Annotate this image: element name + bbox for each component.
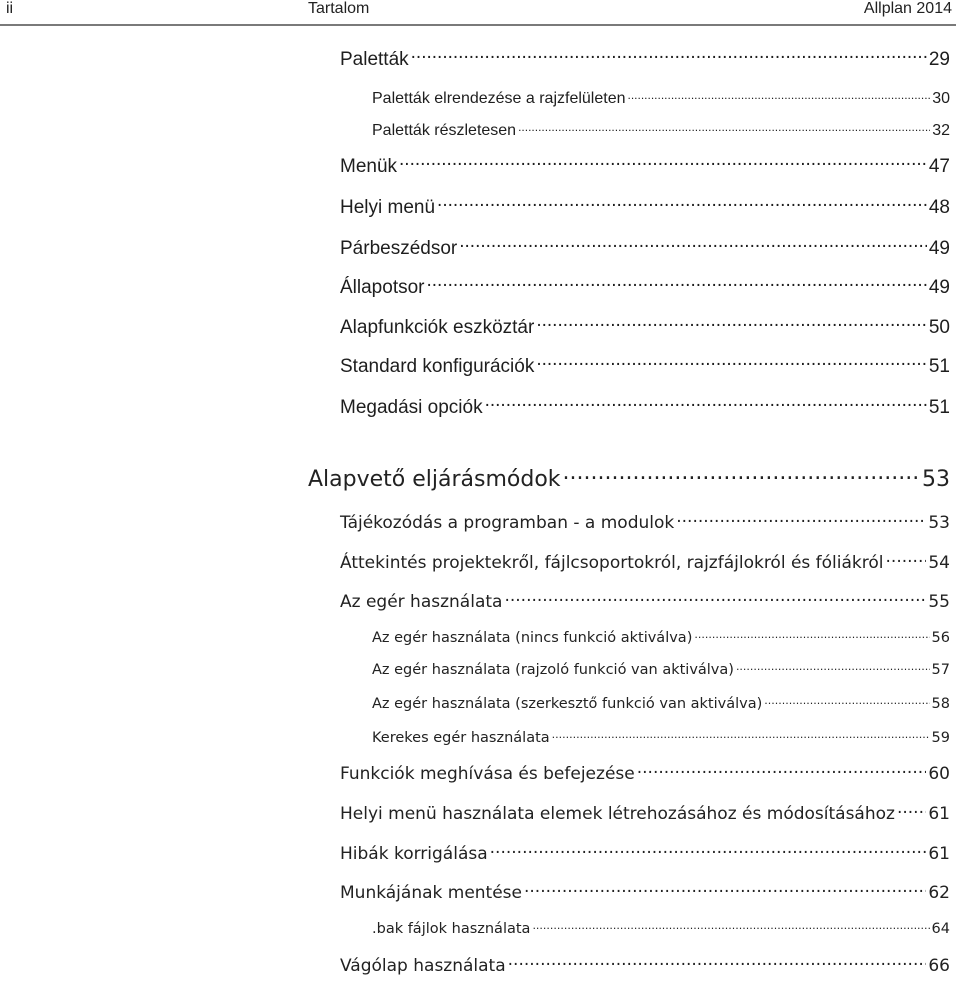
toc-entry[interactable] bbox=[340, 194, 950, 219]
toc-entry[interactable] bbox=[340, 511, 950, 533]
leader-dots bbox=[552, 727, 930, 742]
toc-entry-page: 32 bbox=[932, 122, 950, 139]
toc-entry-title: Helyi menü bbox=[340, 197, 436, 218]
toc-entry[interactable] bbox=[340, 762, 950, 784]
toc-entry-title: Állapotsor bbox=[340, 277, 425, 298]
toc-entry-page: 56 bbox=[931, 629, 950, 646]
leader-dots bbox=[563, 464, 920, 486]
toc-entry-title: Alapfunkciók eszköztár bbox=[340, 317, 535, 338]
toc-entry-title: .bak fájlok használata bbox=[372, 920, 531, 937]
toc-entry[interactable] bbox=[340, 235, 950, 260]
toc-entry-title: Menük bbox=[340, 156, 398, 177]
leader-dots bbox=[736, 659, 930, 674]
toc-entry[interactable] bbox=[340, 881, 950, 903]
toc-entry-page: 60 bbox=[928, 764, 950, 784]
toc-entry-title: Hibák korrigálása bbox=[340, 844, 488, 864]
toc-entry-page: 59 bbox=[931, 729, 950, 746]
leader-dots bbox=[536, 353, 927, 372]
toc-entry[interactable] bbox=[340, 274, 950, 299]
product-name: Allplan 2014 bbox=[863, 0, 952, 17]
leader-dots bbox=[628, 87, 931, 103]
toc-entry[interactable] bbox=[340, 46, 950, 71]
toc-entry-page: 53 bbox=[922, 467, 950, 492]
leader-dots bbox=[694, 627, 929, 642]
toc-entry-title: Munkájának mentése bbox=[340, 883, 522, 903]
leader-dots bbox=[536, 314, 927, 333]
leader-dots bbox=[437, 194, 927, 213]
toc-entry[interactable] bbox=[372, 727, 950, 746]
toc-chapter-entry[interactable] bbox=[308, 464, 950, 492]
leader-dots bbox=[459, 235, 927, 254]
page-number: ii bbox=[6, 0, 14, 17]
leader-dots bbox=[427, 274, 927, 293]
leader-dots bbox=[637, 762, 927, 779]
toc-entry-title: Az egér használata (nincs funkció aktiválva) bbox=[372, 629, 693, 646]
toc-entry-page: 51 bbox=[928, 356, 950, 377]
toc-entry-page: 54 bbox=[928, 553, 950, 573]
toc-entry[interactable] bbox=[340, 314, 950, 339]
chapter-title: Tartalom bbox=[308, 0, 370, 17]
toc-entry-title: Paletták részletesen bbox=[372, 122, 517, 139]
leader-dots bbox=[399, 153, 927, 172]
toc-entry[interactable] bbox=[372, 659, 950, 678]
toc-entry-title: Alapvető eljárásmódok bbox=[308, 467, 561, 492]
toc-entry-title: Paletták elrendezése a rajzfelületen bbox=[372, 90, 626, 107]
toc-entry-page: 29 bbox=[928, 49, 950, 70]
leader-dots bbox=[504, 590, 926, 607]
toc-entry-page: 48 bbox=[928, 197, 950, 218]
toc-entry-page: 66 bbox=[928, 956, 950, 976]
toc-entry-page: 55 bbox=[928, 592, 950, 612]
toc-entry-title: Helyi menü használata elemek létrehozásához és módosításához bbox=[340, 804, 895, 824]
leader-dots bbox=[518, 119, 930, 135]
toc-entry[interactable] bbox=[340, 353, 950, 378]
toc-entry-title: Az egér használata bbox=[340, 592, 503, 612]
toc-entry-title: Vágólap használata bbox=[340, 956, 506, 976]
toc-entry-page: 61 bbox=[928, 804, 950, 824]
toc-entry[interactable] bbox=[340, 551, 950, 573]
leader-dots bbox=[897, 802, 926, 819]
leader-dots bbox=[532, 918, 929, 933]
toc-entry-title: Funkciók meghívása és befejezése bbox=[340, 764, 635, 784]
toc-entry-title: Az egér használata (rajzoló funkció van aktiválva) bbox=[372, 661, 734, 678]
toc-entry[interactable] bbox=[372, 119, 950, 140]
toc-entry[interactable] bbox=[340, 394, 950, 419]
toc-entry-page: 49 bbox=[928, 238, 950, 259]
toc-entry-page: 53 bbox=[928, 513, 950, 533]
leader-dots bbox=[524, 881, 926, 898]
toc-entry-page: 57 bbox=[931, 661, 950, 678]
leader-dots bbox=[411, 46, 927, 65]
toc-entry[interactable] bbox=[372, 627, 950, 646]
toc-entry-page: 50 bbox=[928, 317, 950, 338]
toc-entry[interactable] bbox=[372, 693, 950, 712]
toc-entry-title: Párbeszédsor bbox=[340, 238, 458, 259]
toc-entry-title: Az egér használata (szerkesztő funkció van aktiválva) bbox=[372, 695, 763, 712]
leader-dots bbox=[764, 693, 929, 708]
toc-entry-title: Megadási opciók bbox=[340, 397, 483, 418]
toc-entry-title: Standard konfigurációk bbox=[340, 356, 535, 377]
toc-entry-page: 62 bbox=[928, 883, 950, 903]
leader-dots bbox=[485, 394, 927, 413]
toc-entry[interactable] bbox=[340, 590, 950, 612]
toc-entry-page: 47 bbox=[928, 156, 950, 177]
leader-dots bbox=[886, 551, 927, 568]
toc-entry-title: Áttekintés projektekről, fájlcsoportokról, rajzfájlokról és fóliákról bbox=[340, 553, 884, 573]
toc-entry-page: 51 bbox=[928, 397, 950, 418]
leader-dots bbox=[676, 511, 926, 528]
toc-entry-title: Paletták bbox=[340, 49, 409, 70]
toc-entry[interactable] bbox=[372, 87, 950, 108]
leader-dots bbox=[490, 842, 927, 859]
toc-entry[interactable] bbox=[340, 954, 950, 976]
toc-entry-title: Kerekes egér használata bbox=[372, 729, 550, 746]
toc-entry-page: 64 bbox=[931, 920, 950, 937]
toc-entry-page: 30 bbox=[932, 90, 950, 107]
toc-entry-page: 58 bbox=[931, 695, 950, 712]
toc-entry[interactable] bbox=[340, 842, 950, 864]
leader-dots bbox=[508, 954, 927, 971]
toc-entry[interactable] bbox=[372, 918, 950, 937]
toc-entry-title: Tájékozódás a programban - a modulok bbox=[340, 513, 675, 533]
toc-entry-page: 49 bbox=[928, 277, 950, 298]
toc-entry-page: 61 bbox=[928, 844, 950, 864]
toc-entry[interactable] bbox=[340, 802, 950, 824]
toc-entry[interactable] bbox=[340, 153, 950, 178]
